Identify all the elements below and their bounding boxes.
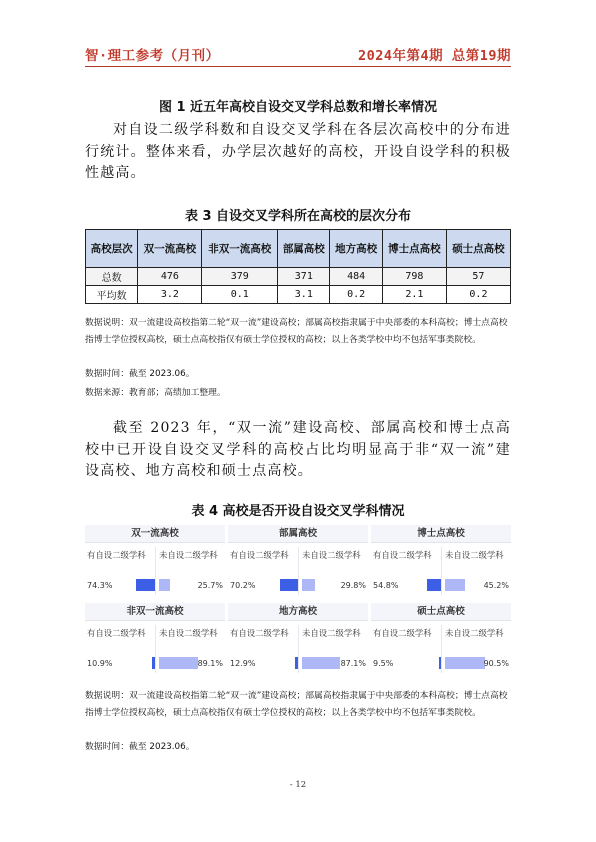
table3-header-cell: 硕士点高校 [446, 230, 510, 268]
table-cell: 3.2 [138, 286, 202, 304]
paragraph-2: 截至 2023 年，“双一流”建设高校、部属高校和博士点高校中已开设自设交叉学科的高校占比均明显高于非“双一流”建设高校、地方高校和硕士点高校。 [85, 420, 511, 479]
no-subject-percent: 87.1% [340, 659, 366, 668]
stat-card-title: 博士点高校 [371, 525, 511, 543]
stat-card-divider [298, 547, 299, 595]
has-subject-percent: 12.9% [230, 659, 256, 668]
table3-header-cell: 双一流高校 [138, 230, 202, 268]
no-subject-label: 未自设二级学科 [159, 550, 218, 560]
table-row [86, 286, 511, 304]
no-subject-bar [445, 657, 485, 669]
stat-card [85, 525, 225, 600]
has-subject-label: 有自设二级学科 [373, 628, 432, 638]
table-cell: 57 [446, 268, 510, 286]
no-subject-label: 未自设二级学科 [302, 628, 361, 638]
has-subject-bar [152, 657, 155, 669]
stat-card-divider [155, 625, 156, 673]
has-subject-percent: 10.9% [87, 659, 113, 668]
stat-card [228, 603, 368, 678]
no-subject-percent: 90.5% [483, 659, 509, 668]
no-subject-label: 未自设二级学科 [159, 628, 218, 638]
table3-header-cell: 博士点高校 [382, 230, 446, 268]
table-cell: 平均数 [86, 286, 138, 304]
stat-card-title: 硕士点高校 [371, 603, 511, 621]
table-cell: 476 [138, 268, 202, 286]
no-subject-bar [159, 579, 170, 591]
no-subject-bar [302, 657, 340, 669]
table3-header-cell: 非双一流高校 [202, 230, 278, 268]
table-cell: 484 [330, 268, 382, 286]
has-subject-bar [280, 579, 298, 591]
stat-card-title: 地方高校 [228, 603, 368, 621]
no-subject-percent: 45.2% [483, 581, 509, 590]
journal-title: 智·理工参考（月刊） [85, 48, 220, 64]
no-subject-bar [302, 579, 315, 591]
page-number: - 12 [289, 780, 307, 790]
has-subject-label: 有自设二级学科 [373, 550, 432, 560]
table4-card-grid [85, 525, 511, 680]
table4-data-note: 数据说明：双一流建设高校指第二轮“双一流”建设高校；部属高校指隶属于中央部委的本科高校；博士点高校指博士学位授权高校，硕士点高校指仅有硕士学位授权的高校；以上各类学校中均不包括军事类院校。 [85, 691, 508, 718]
has-subject-bar [295, 657, 298, 669]
table4-caption: 表 4 高校是否开设自设交叉学科情况 [191, 504, 405, 519]
stat-card [85, 603, 225, 678]
header-divider [85, 66, 511, 67]
table3-header-row [86, 230, 511, 268]
table3-caption: 表 3 自设交叉学科所在高校的层次分布 [184, 209, 412, 224]
no-subject-bar [445, 579, 465, 591]
has-subject-bar [427, 579, 441, 591]
has-subject-bar [439, 657, 441, 669]
table-cell: 379 [202, 268, 278, 286]
table3-data-note: 数据说明：双一流建设高校指第二轮“双一流”建设高校；部属高校指隶属于中央部委的本科高校；博士点高校指博士学位授权高校，硕士点高校指仅有硕士学位授权的高校；以上各类学校中均不包括军事类院校。 [85, 318, 508, 345]
has-subject-label: 有自设二级学科 [230, 550, 289, 560]
table3 [85, 229, 511, 304]
stat-card-title: 非双一流高校 [85, 603, 225, 621]
no-subject-percent: 29.8% [340, 581, 366, 590]
table-cell: 0.2 [330, 286, 382, 304]
has-subject-percent: 9.5% [373, 659, 394, 668]
no-subject-percent: 25.7% [197, 581, 223, 590]
table3-header-cell: 地方高校 [330, 230, 382, 268]
table3-data-time: 数据时间：截至 2023.06。 [85, 369, 195, 379]
stat-card [228, 525, 368, 600]
table-cell: 371 [278, 268, 330, 286]
table-cell: 总数 [86, 268, 138, 286]
page-header [85, 42, 511, 64]
stat-card-divider [441, 547, 442, 595]
has-subject-percent: 54.8% [373, 581, 399, 590]
no-subject-label: 未自设二级学科 [445, 628, 504, 638]
paragraph-1: 对自设二级学科数和自设交叉学科在各层次高校中的分布进行统计。整体来看，办学层次越好的高校，开设自设学科的积极性越高。 [85, 122, 511, 181]
has-subject-percent: 74.3% [87, 581, 113, 590]
stat-card [371, 603, 511, 678]
stat-card-title: 双一流高校 [85, 525, 225, 543]
has-subject-bar [136, 579, 155, 591]
stat-card-divider [298, 625, 299, 673]
table-cell: 3.1 [278, 286, 330, 304]
stat-card-divider [441, 625, 442, 673]
table-cell: 0.1 [202, 286, 278, 304]
stat-card [371, 525, 511, 600]
stat-card-title: 部属高校 [228, 525, 368, 543]
table3-data-source: 数据来源：教育部；高绩加工整理。 [85, 388, 226, 398]
stat-card-divider [155, 547, 156, 595]
no-subject-percent: 89.1% [197, 659, 223, 668]
table3-header-cell: 高校层次 [86, 230, 138, 268]
issue-info: 2024年第4期 总第19期 [357, 48, 511, 64]
no-subject-label: 未自设二级学科 [302, 550, 361, 560]
figure-caption: 图 1 近五年高校自设交叉学科总数和增长率情况 [158, 100, 438, 115]
has-subject-percent: 70.2% [230, 581, 256, 590]
no-subject-label: 未自设二级学科 [445, 550, 504, 560]
has-subject-label: 有自设二级学科 [87, 628, 146, 638]
no-subject-bar [159, 657, 198, 669]
has-subject-label: 有自设二级学科 [87, 550, 146, 560]
has-subject-label: 有自设二级学科 [230, 628, 289, 638]
table4-data-time: 数据时间：截至 2023.06。 [85, 742, 195, 752]
table-cell: 798 [382, 268, 446, 286]
table-cell: 0.2 [446, 286, 510, 304]
table3-header-cell: 部属高校 [278, 230, 330, 268]
table-row [86, 268, 511, 286]
table-cell: 2.1 [382, 286, 446, 304]
